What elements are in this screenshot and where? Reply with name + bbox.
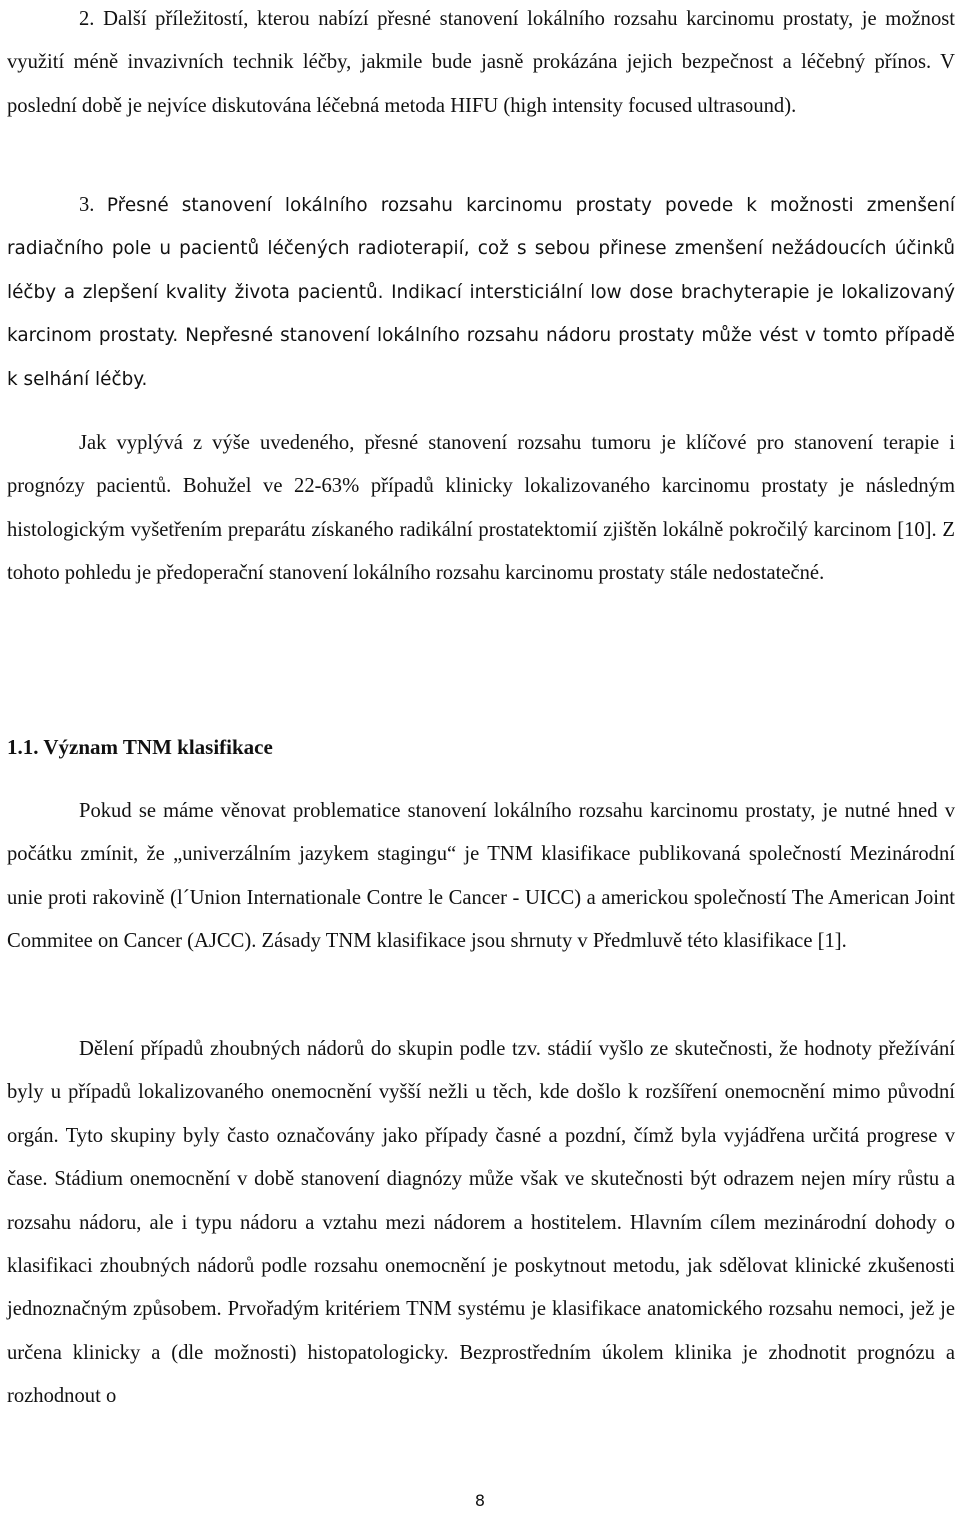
item-3-text: Přesné stanovení lokálního rozsahu karcinomu prostaty povede k možnosti zmenšení radiačního pole u pacientů léčených radioterapií, což s sebou přinese zmenšení nežádoucích účinků léčby a zlepšení kvality života pacientů. Indikací intersticiální low dose brachyterapie je lokalizovaný karcinom prostaty. Nepřesné stanovení lokálního rozsahu nádoru prostaty může vést v tomto případě k selhání léčby. [7,195,955,390]
paragraph-conclusion: Jak vyplývá z výše uvedeného, přesné stanovení rozsahu tumoru je klíčové pro stanovení terapie i prognózy pacientů. Bohužel ve 22-63% případů klinicky lokalizovaného karcinomu prostaty je následným histologickým vyšetřením preparátu získaného radikální prostatektomií zjištěn lokálně pokročilý karcinom [10]. Z tohoto pohledu je předoperační stanovení lokálního rozsahu karcinomu prostaty stále nedostatečné. [7,432,955,585]
item-3-number: 3. [79,194,95,216]
paragraph-tnm-history: Dělení případů zhoubných nádorů do skupin podle tzv. stádií vyšlo ze skutečnosti, že hodnoty přežívání byly u případů lokalizovaného onemocnění vyšší nežli u těch, kde došlo k rozšíření onemocnění mimo původní orgán. Tyto skupiny byly často označovány jako případy časné a pozdní, čímž byla vyjádřena určitá progrese v čase. Stádium onemocnění v době stanovení diagnózy může však ve skutečnosti být odrazem nejen míry růstu a rozsahu nádoru, ale i typu nádoru a vztahu mezi nádorem a hostitelem. Hlavním cílem mezinárodní dohody o klasifikaci zhoubných nádorů podle rozsahu onemocnění je poskytnout metodu, jak sdělovat klinické zkušenosti jednoznačným způsobem. Prvořadým kritériem TNM systému je klasifikace anatomického rozsahu nemoci, jež je určena klinicky a (dle možnosti) histopatologicky. Bezprostředním úkolem klinika je zhodnotit prognózu a rozhodnout o [7,1038,955,1408]
paragraph-tnm-intro: Pokud se máme věnovat problematice stanovení lokálního rozsahu karcinomu prostaty, je nutné hned v počátku zmínit, že „univerzálním jazykem stagingu“ je TNM klasifikace publikovaná společností Mezinárodní unie proti rakovině (l´Union Internationale Contre le Cancer - UICC) a americkou společností The American Joint Commitee on Cancer (AJCC). Zásady TNM klasifikace jsou shrnuty v Předmluvě této klasifikace [1]. [7,800,955,953]
section-heading: 1.1. Význam TNM klasifikace [7,735,273,759]
paragraph-item-2: 2. Další příležitostí, kterou nabízí přesné stanovení lokálního rozsahu karcinomu prostaty, je možnost využití méně invazivních technik léčby, jakmile bude jasně prokázána jejich bezpečnost a léčebný přínos. V poslední době je nejvíce diskutována léčebná metoda HIFU (high intensity focused ultrasound). [7,8,955,117]
paragraph-item-3 [7,184,955,401]
page-number: 8 [474,1491,486,1510]
